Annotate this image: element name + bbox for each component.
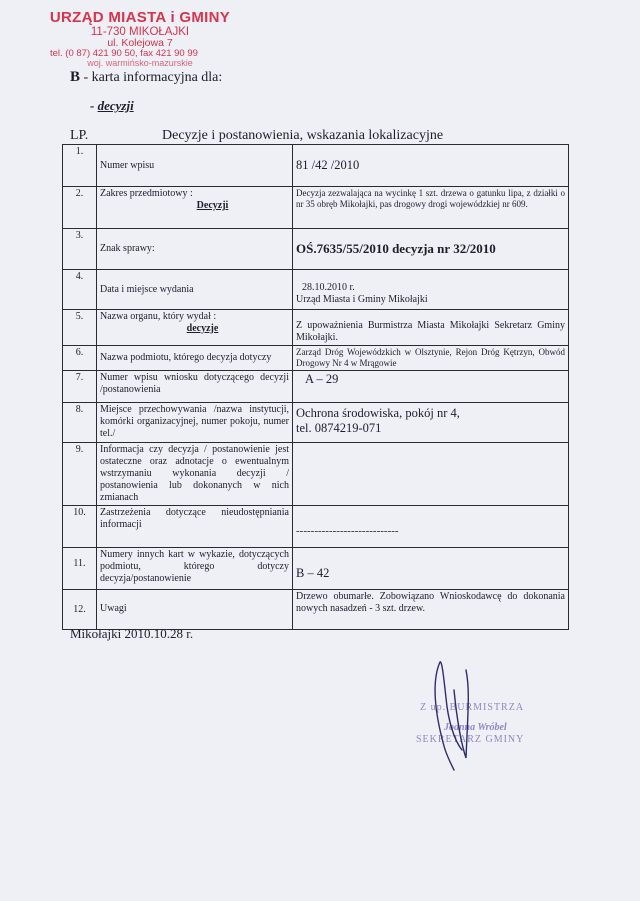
row-label: Nazwa podmiotu, którego decyzja dotyczy: [97, 346, 293, 371]
stamp-line-2: 11-730 MIKOŁAJKI: [90, 25, 190, 38]
row-value: Zarząd Dróg Wojewódzkich w Olsztynie, Rejon Dróg Kętrzyn, Obwód Drogowy Nr 4 w Mrągowie: [293, 346, 569, 371]
row-label-text: Zakres przedmiotowy :: [100, 188, 193, 199]
signature-stamp-line-3: SEKRETARZ GMINY: [416, 734, 525, 745]
stamp-line-4: tel. (0 87) 421 90 50, fax 421 90 99: [50, 47, 198, 59]
row-value: Decyzja zezwalająca na wycinkę 1 szt. drzewa o gatunku lipa, z działki o nr 35 obręb Mikołajki, pas drogowy drogi wojewódzkiej nr 609.: [293, 187, 569, 229]
row-value: [293, 402, 569, 442]
row-label-text: Numer wpisu: [100, 159, 155, 171]
row-label: [97, 145, 293, 187]
signature-block: [410, 650, 570, 780]
row-label-text: Nazwa organu, który wydał :: [100, 311, 217, 322]
row-number: 9.: [63, 442, 97, 505]
table-row: [63, 346, 569, 371]
row-number: 6.: [63, 346, 97, 371]
signature-stamp-line-1: Z up. BURMISTRZA: [420, 702, 525, 713]
row-value: Z upoważnienia Burmistrza Miasta Mikołajki Sekretarz Gminy Mikołajki.: [293, 310, 569, 346]
row-number: 2.: [63, 187, 97, 229]
card-subheading-prefix: -: [90, 98, 98, 113]
table-row: [63, 145, 569, 187]
section-title: Decyzje i postanowienia, wskazania lokalizacyjne: [162, 128, 444, 143]
row-label: Data i miejsce wydania: [97, 270, 293, 310]
row-value-location: Ochrona środowiska, pokój nr 4,: [296, 405, 460, 420]
row-label-emphasis: Decyzji: [196, 200, 229, 211]
row-number: 8.: [63, 402, 97, 442]
row-number: 12.: [63, 589, 97, 629]
handwritten-signature-icon: [410, 650, 570, 780]
row-label: Numer wpisu wniosku dotyczącego decyzji /postanowienia: [97, 370, 293, 402]
card-letter: B: [70, 69, 81, 85]
row-label: Numery innych kart w wykazie, dotyczących podmiotu, którego dotyczy decyzja/postanowienie: [97, 547, 293, 589]
row-value: Drzewo obumarłe. Zobowiązano Wnioskodawcę do dokonania nowych nasadzeń - 3 szt. drzew.: [293, 589, 569, 629]
table-row: [63, 589, 569, 629]
row-label: Uwagi: [97, 589, 293, 629]
row-number: 11.: [63, 547, 97, 589]
stamp-line-1: URZĄD MIASTA i GMINY: [49, 9, 231, 26]
row-label: [97, 310, 293, 346]
table-row: [63, 370, 569, 402]
row-value: A – 29: [293, 370, 569, 402]
table-row: [63, 229, 569, 270]
row-value: B – 42: [293, 547, 569, 589]
row-label: Informacja czy decyzja / postanowienie jest ostateczne oraz adnotacje o ewentualnym wstrzymaniu wykonania decyzji / postanowienia lub dokonanych w nich zmianach: [97, 442, 293, 505]
office-stamp: [40, 10, 240, 68]
row-number: 1.: [63, 145, 97, 187]
row-value-place: Urząd Miasta i Gminy Mikołajki: [296, 294, 428, 305]
row-label: Miejsce przechowywania /nazwa instytucji, komórki organizacyjnej, numer pokoju, numer tel./: [97, 402, 293, 442]
card-subheading: [90, 98, 134, 114]
row-value: ----------------------------: [293, 505, 569, 547]
table-row: [63, 547, 569, 589]
row-number: 7.: [63, 370, 97, 402]
register-table: [62, 144, 569, 630]
stamp-line-5: woj. warmińsko-mazurskie: [87, 57, 193, 68]
card-heading: [70, 69, 222, 86]
table-row: [63, 187, 569, 229]
lp-header: LP.: [70, 128, 89, 143]
row-value-phone: tel. 0874219-071: [296, 420, 382, 435]
row-value: [293, 270, 569, 310]
table-row: [63, 310, 569, 346]
table-row: [63, 402, 569, 442]
card-heading-text: - karta informacyjna dla:: [80, 70, 223, 85]
row-number: 4.: [63, 270, 97, 310]
card-subheading-text: decyzji: [97, 98, 134, 113]
row-value: [293, 442, 569, 505]
signature-stamp-name: Joanna Wróbel: [444, 722, 507, 733]
row-number: 10.: [63, 505, 97, 547]
row-value: 81 /42 /2010: [293, 145, 569, 187]
row-label: [97, 187, 293, 229]
row-label-emphasis: decyzje: [186, 323, 219, 334]
row-label: Zastrzeżenia dotyczące nieudostępniania informacji: [97, 505, 293, 547]
table-row: [63, 442, 569, 505]
row-label: Znak sprawy:: [97, 229, 293, 270]
table-row: [63, 270, 569, 310]
place-and-date: Mikołajki 2010.10.28 r.: [70, 626, 194, 641]
row-number: 3.: [63, 229, 97, 270]
row-value: OŚ.7635/55/2010 decyzja nr 32/2010: [293, 229, 569, 270]
row-number: 5.: [63, 310, 97, 346]
stamp-line-3: ul. Kolejowa 7: [107, 36, 173, 49]
table-row: [63, 505, 569, 547]
row-value-date: 28.10.2010 r.: [302, 282, 355, 293]
